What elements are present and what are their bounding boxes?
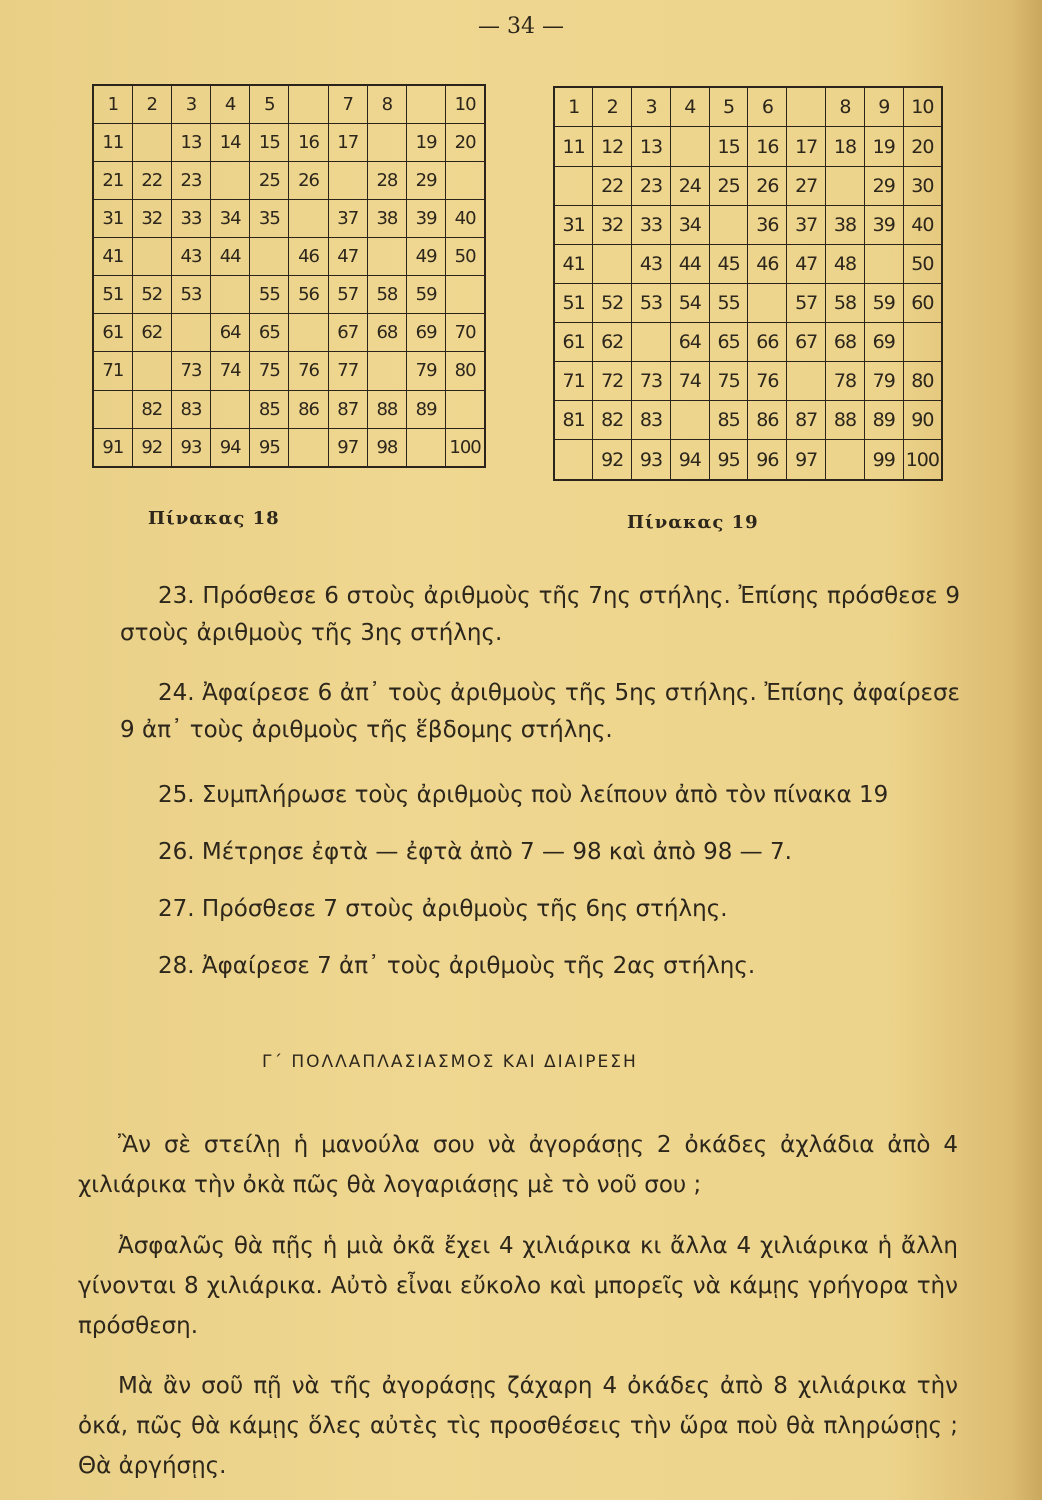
table-cell: 37 [787,205,826,244]
table-18-body [93,85,485,467]
table-cell: 26 [289,162,328,200]
table-cell: 70 [446,314,485,352]
table-cell: 8 [826,87,865,127]
table-18-caption: Πίνακας 18 [148,508,280,529]
table-cell: 100 [903,440,942,480]
table-cell [367,124,406,162]
table-cell: 98 [367,428,406,467]
table-cell: 86 [289,390,328,428]
exercise-28: 28. Ἀφαίρεσε 7 ἀπ᾿ τοὺς ἀριθμοὺς τῆς 2ας στήλης. [158,953,756,979]
table-cell [446,162,485,200]
table-cell: 1 [93,85,132,124]
table-cell: 46 [289,238,328,276]
table-cell: 34 [211,200,250,238]
table-cell: 100 [446,428,485,467]
table-cell: 2 [132,85,171,124]
table-cell [211,162,250,200]
table-row [93,428,485,467]
table-cell [289,428,328,467]
table-cell: 91 [93,428,132,467]
table-cell [670,127,709,166]
table-cell: 52 [593,283,632,322]
table-cell: 55 [250,276,289,314]
table-cell: 38 [826,205,865,244]
section-heading: Γ´ ΠΟΛΛΑΠΛΑΣΙΑΣΜΟΣ ΚΑΙ ΔΙΑΙΡΕΣΗ [262,1052,638,1072]
table-cell: 41 [93,238,132,276]
table-cell: 26 [748,166,787,205]
table-cell: 43 [632,244,671,283]
table-cell: 62 [593,323,632,362]
table-cell: 3 [632,87,671,127]
page-number: — 34 — [478,14,564,39]
table-cell [250,238,289,276]
table-cell: 83 [171,390,210,428]
table-cell: 44 [211,238,250,276]
table-cell: 50 [903,244,942,283]
table-cell: 47 [787,244,826,283]
table-cell [328,162,367,200]
table-cell: 13 [632,127,671,166]
table-cell: 25 [250,162,289,200]
table-cell: 53 [171,276,210,314]
exercise-26: 26. Μέτρησε ἐφτὰ — ἐφτὰ ἀπὸ 7 — 98 καὶ ἀπὸ 98 — 7. [158,839,792,865]
table-cell: 81 [554,401,593,440]
table-cell: 57 [787,283,826,322]
paragraph-3: Μὰ ἂν σοῦ πῇ νὰ τῆς ἀγοράσῃς ζάχαρη 4 ὀκάδες ἀπὸ 8 χιλιάρικα τὴν ὀκά, πῶς θὰ κάμῃς ὅλες αὐτὲς τὶς προσθέσεις τὴν ὥρα ποὺ θὰ πληρώσῃς ; Θὰ ἀργήσῃς. [78,1373,958,1479]
table-cell: 69 [864,323,903,362]
table-19-body [554,87,942,480]
table-row [93,352,485,390]
table-cell: 58 [826,283,865,322]
paragraph-1: Ἂν σὲ στείλῃ ἡ μανούλα σου νὰ ἀγοράσῃς 2 ὀκάδες ἀχλάδια ἀπὸ 4 χιλιάρικα τὴν ὀκὰ πῶς θὰ λογαριάσῃς μὲ τὸ νοῦ σου ; [78,1132,958,1198]
table-cell: 74 [211,352,250,390]
table-cell: 64 [670,323,709,362]
table-cell: 32 [593,205,632,244]
table-cell: 88 [826,401,865,440]
table-cell [132,238,171,276]
table-cell: 18 [826,127,865,166]
table-cell: 45 [709,244,748,283]
table-cell: 69 [407,314,446,352]
table-cell [903,323,942,362]
table-cell: 88 [367,390,406,428]
table-cell [367,352,406,390]
table-cell: 61 [554,323,593,362]
table-cell: 58 [367,276,406,314]
paragraph-2: Ἀσφαλῶς θὰ πῇς ἡ μιὰ ὀκᾶ ἔχει 4 χιλιάρικα κι ἄλλα 4 χιλιάρικα ἡ ἄλλη γίνονται 8 χιλιάρικα. Αὐτὸ εἶναι εὔκολο καὶ μπορεῖς νὰ κάμῃς γρήγορα τὴν πρόσθεση. [78,1233,958,1339]
table-cell: 72 [593,362,632,401]
table-cell: 29 [407,162,446,200]
table-cell: 33 [171,200,210,238]
table-cell: 52 [132,276,171,314]
table-row [554,166,942,205]
table-cell: 38 [367,200,406,238]
table-cell: 95 [250,428,289,467]
table-cell: 22 [593,166,632,205]
table-cell: 37 [328,200,367,238]
table-cell: 97 [787,440,826,480]
table-cell: 92 [132,428,171,467]
table-cell: 33 [632,205,671,244]
table-cell: 60 [903,283,942,322]
table-row [554,244,942,283]
table-cell: 57 [328,276,367,314]
table-cell: 73 [171,352,210,390]
table-cell: 10 [446,85,485,124]
table-cell: 59 [864,283,903,322]
table-row [93,314,485,352]
table-row [554,127,942,166]
table-cell: 40 [903,205,942,244]
table-cell: 15 [250,124,289,162]
table-cell: 7 [328,85,367,124]
table-cell: 27 [787,166,826,205]
table-cell [407,428,446,467]
table-cell: 49 [407,238,446,276]
table-cell: 93 [171,428,210,467]
table-cell: 96 [748,440,787,480]
table-cell: 54 [670,283,709,322]
table-cell: 36 [748,205,787,244]
table-cell: 13 [171,124,210,162]
table-cell [93,390,132,428]
table-cell: 75 [709,362,748,401]
table-cell: 16 [748,127,787,166]
table-cell: 77 [328,352,367,390]
table-cell [826,440,865,480]
table-cell: 8 [367,85,406,124]
table-cell: 79 [864,362,903,401]
table-row [554,205,942,244]
table-cell [446,276,485,314]
table-row [93,162,485,200]
table-cell: 31 [93,200,132,238]
table-cell: 74 [670,362,709,401]
table-cell: 39 [864,205,903,244]
table-cell: 23 [632,166,671,205]
table-cell: 11 [93,124,132,162]
exercise-24: 24. Ἀφαίρεσε 6 ἀπ᾿ τοὺς ἀριθμοὺς τῆς 5ης στήλης. Ἐπίσης ἀφαίρεσε 9 ἀπ᾿ τοὺς ἀριθμοὺς τῆς ἕβδομης στήλης. [120,680,960,743]
table-row [93,85,485,124]
table-cell: 22 [132,162,171,200]
table-cell: 62 [132,314,171,352]
table-cell: 6 [748,87,787,127]
table-row [554,283,942,322]
table-cell: 48 [826,244,865,283]
table-cell: 25 [709,166,748,205]
table-cell [554,440,593,480]
table-cell: 32 [132,200,171,238]
table-cell: 83 [632,401,671,440]
table-cell: 1 [554,87,593,127]
table-cell: 55 [709,283,748,322]
table-cell [864,244,903,283]
table-cell [632,323,671,362]
table-cell [593,244,632,283]
table-cell [826,166,865,205]
table-cell: 79 [407,352,446,390]
table-cell: 68 [826,323,865,362]
table-cell: 53 [632,283,671,322]
table-cell: 67 [328,314,367,352]
table-cell: 87 [787,401,826,440]
table-cell: 85 [250,390,289,428]
exercise-25: 25. Συμπλήρωσε τοὺς ἀριθμοὺς ποὺ λείπουν ἀπὸ τὸν πίνακα 19 [158,782,889,808]
table-cell: 30 [903,166,942,205]
table-cell: 90 [903,401,942,440]
table-cell [289,200,328,238]
table-cell [446,390,485,428]
table-cell: 71 [93,352,132,390]
table-cell [132,124,171,162]
table-cell: 75 [250,352,289,390]
table-row [554,440,942,480]
table-cell: 73 [632,362,671,401]
table-row [93,238,485,276]
table-cell [211,276,250,314]
table-cell: 28 [367,162,406,200]
table-cell: 80 [446,352,485,390]
table-cell: 51 [554,283,593,322]
table-cell: 39 [407,200,446,238]
table-cell: 47 [328,238,367,276]
table-cell [289,314,328,352]
table-cell: 66 [748,323,787,362]
table-cell: 82 [132,390,171,428]
table-cell: 23 [171,162,210,200]
table-cell: 95 [709,440,748,480]
table-cell: 5 [709,87,748,127]
table-cell: 97 [328,428,367,467]
table-row [554,362,942,401]
table-cell [787,87,826,127]
table-cell: 19 [407,124,446,162]
table-row [93,200,485,238]
table-cell [709,205,748,244]
table-cell [407,85,446,124]
table-cell [787,362,826,401]
table-cell: 87 [328,390,367,428]
table-cell: 29 [864,166,903,205]
table-cell: 3 [171,85,210,124]
table-cell [748,283,787,322]
table-cell: 20 [903,127,942,166]
table-cell: 35 [250,200,289,238]
table-cell: 10 [903,87,942,127]
table-row [554,323,942,362]
table-cell: 59 [407,276,446,314]
table-cell: 94 [670,440,709,480]
table-cell: 4 [670,87,709,127]
table-cell: 21 [93,162,132,200]
table-cell [289,85,328,124]
table-row [93,276,485,314]
table-cell [132,352,171,390]
table-cell: 11 [554,127,593,166]
table-cell: 65 [709,323,748,362]
table-cell [211,390,250,428]
table-19-caption: Πίνακας 19 [627,512,759,533]
table-cell: 93 [632,440,671,480]
exercise-27: 27. Πρόσθεσε 7 στοὺς ἀριθμοὺς τῆς 6ης στήλης. [158,896,728,922]
table-cell: 92 [593,440,632,480]
table-cell: 12 [593,127,632,166]
number-table-18 [92,84,486,468]
table-cell: 4 [211,85,250,124]
table-cell: 99 [864,440,903,480]
table-cell: 64 [211,314,250,352]
table-cell: 51 [93,276,132,314]
table-cell: 15 [709,127,748,166]
table-cell: 31 [554,205,593,244]
table-cell: 17 [787,127,826,166]
table-cell [171,314,210,352]
table-cell: 67 [787,323,826,362]
table-cell: 17 [328,124,367,162]
table-cell: 65 [250,314,289,352]
table-cell [367,238,406,276]
table-cell: 5 [250,85,289,124]
table-row [554,401,942,440]
table-cell: 68 [367,314,406,352]
table-cell: 61 [93,314,132,352]
table-cell: 9 [864,87,903,127]
table-cell: 14 [211,124,250,162]
table-cell: 20 [446,124,485,162]
exercise-23: 23. Πρόσθεσε 6 στοὺς ἀριθμοὺς τῆς 7ης στήλης. Ἐπίσης πρόσθεσε 9 στοὺς ἀριθμοὺς τῆς 3ης στήλης. [120,583,960,646]
number-table-19 [553,86,943,481]
table-row [93,390,485,428]
table-cell: 89 [407,390,446,428]
table-cell: 86 [748,401,787,440]
table-cell: 41 [554,244,593,283]
table-cell: 94 [211,428,250,467]
table-cell: 46 [748,244,787,283]
table-cell: 24 [670,166,709,205]
table-cell: 71 [554,362,593,401]
table-cell: 43 [171,238,210,276]
table-cell: 34 [670,205,709,244]
table-cell: 89 [864,401,903,440]
table-cell: 2 [593,87,632,127]
table-cell: 16 [289,124,328,162]
table-cell: 78 [826,362,865,401]
table-cell: 40 [446,200,485,238]
table-cell: 19 [864,127,903,166]
table-cell: 76 [748,362,787,401]
table-cell: 50 [446,238,485,276]
table-row [554,87,942,127]
table-cell [554,166,593,205]
table-row [93,124,485,162]
table-cell [670,401,709,440]
table-cell: 85 [709,401,748,440]
table-cell: 82 [593,401,632,440]
table-cell: 56 [289,276,328,314]
table-cell: 76 [289,352,328,390]
table-cell: 80 [903,362,942,401]
table-cell: 44 [670,244,709,283]
